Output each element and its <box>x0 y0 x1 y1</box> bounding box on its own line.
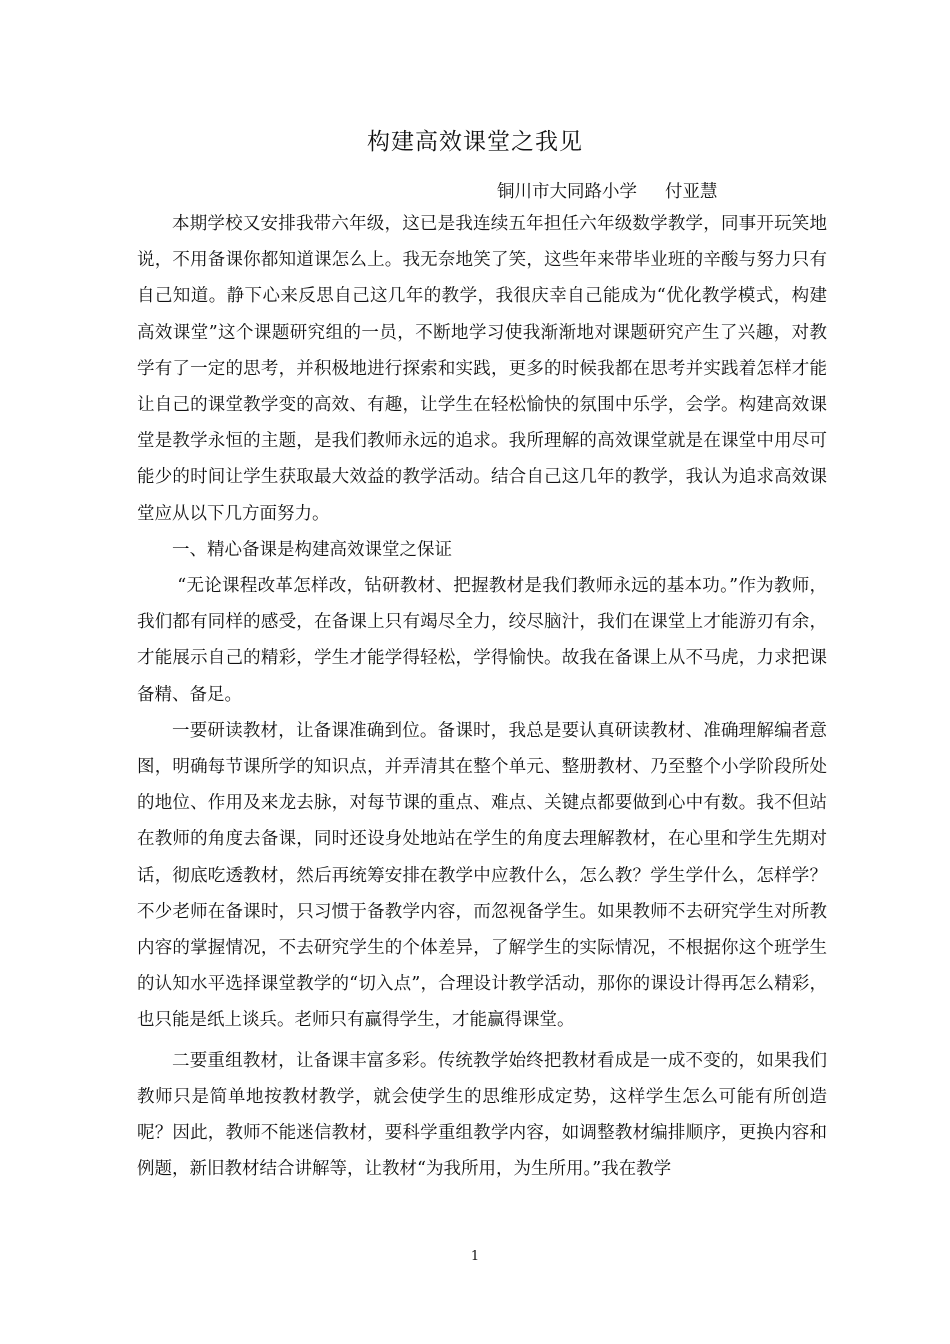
section-heading: 一、精心备课是构建高效课堂之保证 <box>172 539 452 560</box>
paragraph-quote: “无论课程改革怎样改，钻研教材、把握教材是我们教师永远的基本功。”作为教师，我们都有同样的感受，在备课上只有竭尽全力，绞尽脑汁，我们在课堂上才能游刃有余，才能展示自己的精彩，学生才能学得轻松，学得愉快。故我在备课上从不马虎，力求把课备精、备足。 <box>137 576 827 705</box>
byline <box>497 177 718 207</box>
paragraph-point-one: 一要研读教材，让备课准确到位。备课时，我总是要认真研读教材、准确理解编者意图，明确每节课所学的知识点，并弄清其在整个单元、整册教材、乃至整个小学阶段所处的地位、作用及来龙去脉，对每节课的重点、难点、关键点都要做到心中有数。我不但站在教师的角度去备课，同时还设身处地站在学生的角度去理解教材，在心里和学生先期对话，彻底吃透教材，然后再统筹安排在教学中应教什么，怎么教？学生学什么，怎样学？不少老师在备课时，只习惯于备教学内容，而忽视备学生。如果教师不去研究学生对所教内容的掌握情况，不去研究学生的个体差异，了解学生的实际情况，不根据你这个班学生的认知水平选择课堂教学的“切入点”，合理设计教学活动，那你的课设计得再怎么精彩，也只能是纸上谈兵。老师只有赢得学生，才能赢得课堂。 <box>137 720 827 1031</box>
page-number: 1 <box>470 1249 480 1264</box>
paragraph-intro: 本期学校又安排我带六年级，这已是我连续五年担任六年级数学教学，同事开玩笑地说，不用备课你都知道课怎么上。我无奈地笑了笑，这些年来带毕业班的辛酸与努力只有自己知道。静下心来反思自己这几年的教学，我很庆幸自己能成为“优化教学模式，构建高效课堂”这个课题研究组的一员，不断地学习使我渐渐地对课题研究产生了兴趣，对教学有了一定的思考，并积极地进行探索和实践，更多的时候我都在思考并实践着怎样才能让自己的课堂教学变的高效、有趣，让学生在轻松愉快的氛围中乐学，会学。构建高效课堂是教学永恒的主题，是我们教师永远的追求。我所理解的高效课堂就是在课堂中用尽可能少的时间让学生获取最大效益的教学活动。结合自己这几年的教学，我认为追求高效课堂应从以下几方面努力。 <box>137 214 827 524</box>
author-name: 付亚慧 <box>665 182 718 202</box>
school-name: 铜川市大同路小学 <box>497 182 637 202</box>
article-body <box>137 206 827 1187</box>
paragraph-point-two: 二要重组教材，让备课丰富多彩。传统教学始终把教材看成是一成不变的，如果我们教师只是简单地按教材教学，就会使学生的思维形成定势，这样学生怎么可能有所创造呢？因此，教师不能迷信教材，要科学重组教学内容，如调整教材编排顺序，更换内容和例题，新旧教材结合讲解等，让教材“为我所用，为生所用。”我在教学 <box>137 1050 827 1180</box>
page-title: 构建高效课堂之我见 <box>367 129 583 155</box>
